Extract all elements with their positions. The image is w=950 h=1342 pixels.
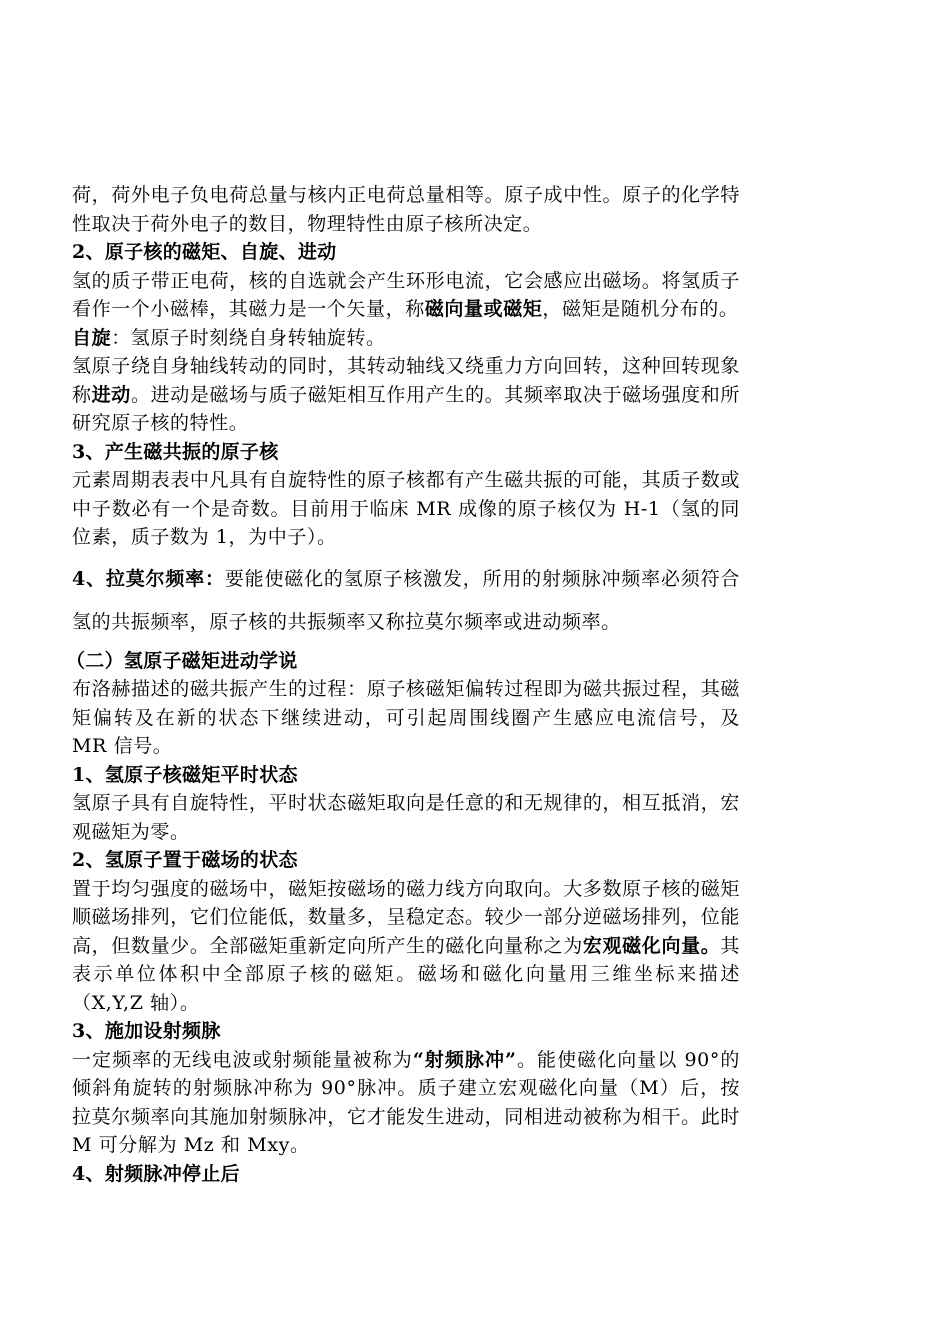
text: 元素周期表表中凡具有自旋特性的原子核都有产生磁共振的可能，其质子数或中子数必有一个是奇数。目前用于临床 MR 成像的原子核仅为 H-1（氢的同位素，质子数为 1，为中子）。 xyxy=(72,469,740,548)
heading-rf-pulse: 3、施加设射频脉 xyxy=(72,1020,221,1042)
paragraph-atom-charge xyxy=(72,181,740,238)
bold-term: “射频脉冲” xyxy=(412,1048,517,1071)
text: 其表示单位体积中全部原子核的磁矩。磁场和磁化向量用三维坐标来描述（X,Y,Z 轴）。 xyxy=(72,934,741,1014)
paragraph-larmor-frequency xyxy=(72,558,740,645)
paragraph-rf-pulse xyxy=(72,1046,740,1160)
bold-term: 进动 xyxy=(91,383,131,406)
text: 。能使磁化向量以 90°的倾斜角旋转的射频脉冲称为 90°脉冲。质子建立宏观磁化向量（M）后，按拉莫尔频率向其施加射频脉冲，它才能发生进动，同相进动被称为相干。此时 M 可分解为 Mz 和 Mxy。 xyxy=(72,1048,740,1156)
text: ，磁矩是随机分布的。 xyxy=(542,298,739,320)
heading-resonant-nuclei: 3、产生磁共振的原子核 xyxy=(72,440,279,463)
bold-term: 自旋 xyxy=(72,326,112,349)
bold-term: 宏观磁化向量。 xyxy=(582,934,721,957)
heading-in-field: 2、氢原子置于磁场的状态 xyxy=(72,849,298,871)
heading-rest-state: 1、氢原子核磁矩平时状态 xyxy=(72,763,298,786)
text: 氢原子绕自身轴线转动的同时，其转动轴线又绕重力方向回转，这种回转现象称 xyxy=(72,355,740,406)
paragraph-resonant-nuclei xyxy=(72,466,740,552)
text: 荷，荷外电子负电荷总量与核内正电荷总量相等。原子成中性。原子的化学特性取决于荷外电子的数目，物理特性由原子核所决定。 xyxy=(72,184,740,235)
text: 一定频率的无线电波或射频能量被称为 xyxy=(72,1048,413,1071)
text: 氢原子具有自旋特性，平时状态磁矩取向是任意的和无规律的，相互抵消，宏观磁矩为零。 xyxy=(72,792,740,843)
text: 。进动是磁场与质子磁矩相互作用产生的。其频率取决于磁场强度和所研究原子核的特性。 xyxy=(72,383,740,434)
text: 氢的质子带正电荷，核的自选就会产生环形电流，它会感应出磁场。将氢质子看作一个小磁棒，其磁力是一个矢量，称 xyxy=(72,269,740,320)
bold-term: 磁向量或磁矩 xyxy=(424,298,543,320)
heading-precession-theory: （二）氢原子磁矩进动学说 xyxy=(66,649,298,672)
document-page xyxy=(66,181,741,1188)
paragraph-bloch xyxy=(72,675,740,761)
text: 置于均匀强度的磁场中，磁矩按磁场的磁力线方向取向。大多数原子核的磁矩顺磁场排列，它们位能低，数量多，呈稳定态。较少一部分逆磁场排列，位能高，但数量少。全部磁矩重新定向所产生的磁化向量称之为 xyxy=(72,877,740,957)
bold-term: 4、拉莫尔频率： xyxy=(72,567,225,590)
paragraph-rest-state xyxy=(72,789,740,846)
heading-after-pulse: 4、射频脉冲停止后 xyxy=(72,1162,240,1185)
paragraph-spin xyxy=(72,324,740,353)
paragraph-magnetic-moment xyxy=(72,267,740,324)
text: 要能使磁化的氢原子核激发，所用的射频脉冲频率必须符合氢的共振频率，原子核的共振频率又称拉莫尔频率或进动频率。 xyxy=(72,567,740,633)
paragraph-precession xyxy=(72,352,740,438)
heading-nuclear-moment: 2、原子核的磁矩、自旋、进动 xyxy=(72,241,337,263)
paragraph-in-field xyxy=(72,875,740,1018)
text: ：氢原子时刻绕自身转轴旋转。 xyxy=(111,326,386,349)
text: 布洛赫描述的磁共振产生的过程：原子核磁矩偏转过程即为磁共振过程，其磁矩偏转及在新的状态下继续进动，可引起周围线圈产生感应电流信号，及 MR 信号。 xyxy=(72,678,740,757)
